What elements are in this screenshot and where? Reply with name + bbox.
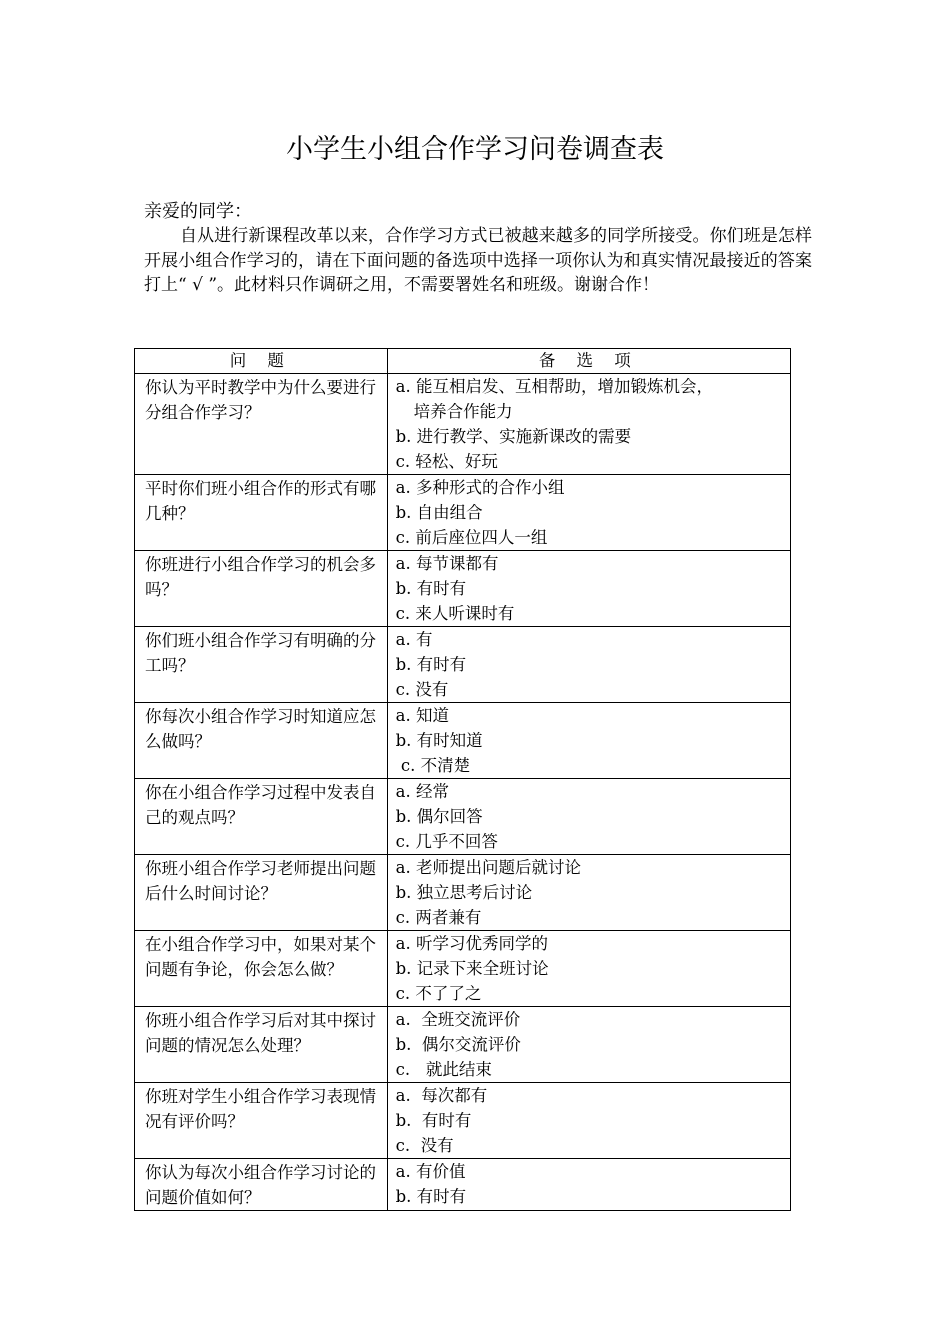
table-row	[135, 779, 791, 855]
question-text: 你在小组合作学习过程中发表自己的观点吗？	[145, 783, 376, 827]
option-a-continued: 培养合作能力	[413, 402, 513, 421]
option-c[interactable]: c. 几乎不回答	[395, 832, 498, 851]
option-b[interactable]: b. 有时有	[395, 655, 467, 674]
question-text: 你班小组合作学习后对其中探讨问题的情况怎么处理？	[145, 1011, 376, 1055]
option-c[interactable]: c. 不清楚	[395, 756, 471, 775]
option-a[interactable]: a. 能互相启发、互相帮助，增加锻炼机会，	[395, 377, 713, 396]
survey-table	[134, 348, 791, 1211]
option-b[interactable]: b. 有时有	[395, 1111, 472, 1130]
page-title: 小学生小组合作学习问卷调查表	[286, 134, 664, 165]
question-text: 平时你们班小组合作的形式有哪几种？	[145, 479, 376, 523]
table-row	[135, 703, 791, 779]
question-text: 你认为平时教学中为什么要进行分组合作学习？	[145, 378, 376, 422]
option-c[interactable]: c. 没有	[395, 1136, 454, 1155]
option-a[interactable]: a. 每次都有	[395, 1086, 488, 1105]
option-a[interactable]: a. 经常	[395, 782, 449, 801]
option-a[interactable]: a. 知道	[395, 706, 449, 725]
table-row	[135, 931, 791, 1007]
header-options: 备 选 项	[387, 349, 790, 374]
question-text: 你班小组合作学习老师提出问题后什么时间讨论？	[145, 859, 376, 903]
option-a[interactable]: a. 全班交流评价	[395, 1010, 521, 1029]
table-row	[135, 1007, 791, 1083]
option-b[interactable]: b. 记录下来全班讨论	[395, 959, 549, 978]
table-row	[135, 475, 791, 551]
option-c[interactable]: c. 前后座位四人一组	[395, 528, 548, 547]
option-b[interactable]: b. 独立思考后讨论	[395, 883, 533, 902]
question-text: 你认为每次小组合作学习讨论的问题价值如何？	[145, 1163, 376, 1207]
question-text: 你每次小组合作学习时知道应怎么做吗？	[145, 707, 376, 751]
option-a[interactable]: a. 多种形式的合作小组	[395, 478, 565, 497]
option-c[interactable]: c. 就此结束	[395, 1060, 492, 1079]
option-a[interactable]: a. 老师提出问题后就讨论	[395, 858, 581, 877]
option-b[interactable]: b. 自由组合	[395, 503, 483, 522]
table-row	[135, 855, 791, 931]
option-c[interactable]: c. 两者兼有	[395, 908, 482, 927]
intro-paragraph: 自从进行新课程改革以来，合作学习方式已被越来越多的同学所接受。你们班是怎样开展小组合作学习的，请在下面问题的备选项中选择一项你认为和真实情况最接近的答案打上“ √ ”。此材料只作调研之用，不需要署姓名和班级。谢谢合作！	[144, 226, 812, 295]
option-c[interactable]: c. 不了了之	[395, 984, 482, 1003]
table-row	[135, 551, 791, 627]
table-header-row	[135, 349, 791, 374]
option-b[interactable]: b. 偶尔回答	[395, 807, 483, 826]
table-row	[135, 1159, 791, 1211]
option-c[interactable]: c. 没有	[395, 680, 449, 699]
option-a[interactable]: a. 每节课都有	[395, 554, 499, 573]
option-c[interactable]: c. 来人听课时有	[395, 604, 515, 623]
option-b[interactable]: b. 进行教学、实施新课改的需要	[395, 427, 632, 446]
question-text: 你班对学生小组合作学习表现情况有评价吗？	[145, 1087, 376, 1131]
option-b[interactable]: b. 有时知道	[395, 731, 483, 750]
table-row	[135, 627, 791, 703]
table-row	[135, 1083, 791, 1159]
option-b[interactable]: b. 有时有	[395, 1187, 467, 1206]
greeting: 亲爱的同学：	[144, 201, 252, 222]
question-text: 你们班小组合作学习有明确的分工吗？	[145, 631, 376, 675]
question-text: 你班进行小组合作学习的机会多吗？	[145, 555, 376, 599]
table-row	[135, 374, 791, 475]
question-text: 在小组合作学习中，如果对某个问题有争论，你会怎么做？	[145, 935, 376, 979]
option-b[interactable]: b. 有时有	[395, 579, 467, 598]
option-b[interactable]: b. 偶尔交流评价	[395, 1035, 521, 1054]
option-a[interactable]: a. 有价值	[395, 1162, 466, 1181]
option-c[interactable]: c. 轻松、好玩	[395, 452, 498, 471]
header-question: 问 题	[135, 349, 388, 374]
option-a[interactable]: a. 有	[395, 630, 433, 649]
option-a[interactable]: a. 听学习优秀同学的	[395, 934, 548, 953]
